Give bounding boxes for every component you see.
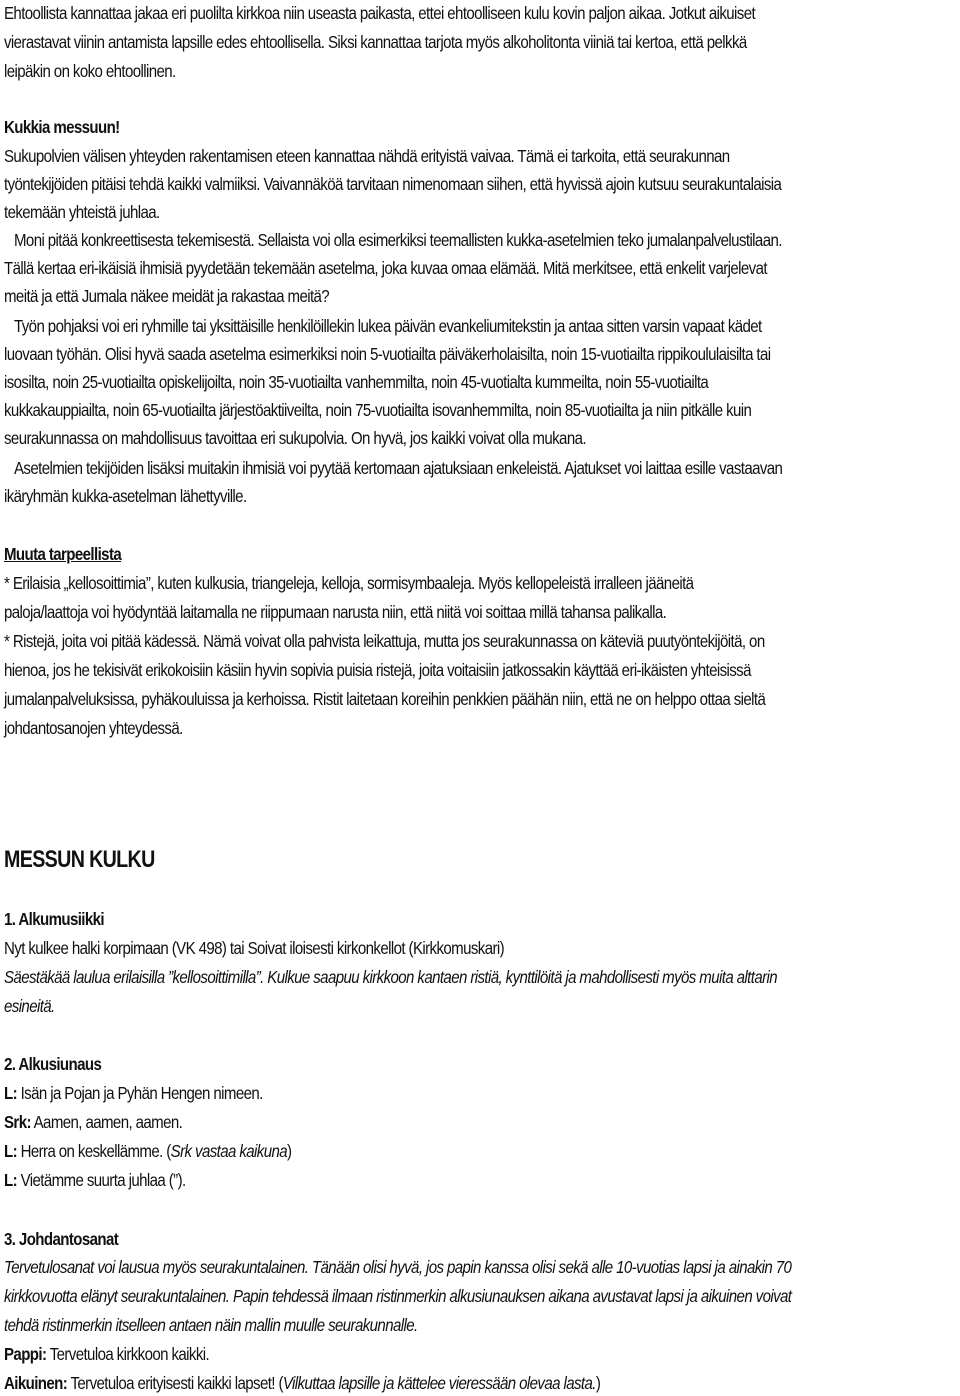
flowers-line: Asetelmien tekijöiden lisäksi muitakin ihmisiä voi pyytää kertomaan ajatuksiaan enkeleistä. Ajatukset voi laittaa esille vastaavan	[14, 458, 783, 478]
misc-line: paloja/laattoja voi hyödyntää laitamalla ne riippumaan narusta niin, että niitä voi soittaa millä tahansa palikalla.	[4, 602, 667, 622]
liturgy-text: Tervetuloa erityisesti kaikki lapset! (	[67, 1373, 283, 1393]
intro-line: leipäkin on koko ehtoollinen.	[4, 61, 176, 81]
speaker-label: Pappi:	[4, 1344, 47, 1364]
flowers-line: ikäryhmän kukka-asetelman lähettyville.	[4, 486, 247, 506]
misc-line: * Ristejä, joita voi pitää kädessä. Nämä voivat olla pahvista leikattuja, mutta jos seurakunnassa on käteviä puutyöntekijöitä, on	[4, 631, 765, 651]
speaker-label: Srk:	[4, 1112, 31, 1132]
section-heading-misc: Muuta tarpeellista	[4, 544, 122, 564]
liturgy-text: Aamen, aamen, aamen.	[30, 1112, 183, 1132]
s1-line: Nyt kulkee halki korpimaan (VK 498) tai Soivat iloisesti kirkonkellot (Kirkkomuskari)	[4, 938, 505, 958]
intro-line: vierastavat viinin antamista lapsille edes ehtoollisella. Siksi kannattaa tarjota myös alkoholitonta viiniä tai kertoa, että pelkkä	[4, 32, 747, 52]
flowers-line: luovaan työhän. Olisi hyvä saada asetelma esimerkiksi noin 5-vuotiailta päiväkerholaisilta, noin 15-vuotiailta rippikoululaisilta tai	[4, 344, 771, 364]
misc-line: hienoa, jos he tekisivät erikokoisiin käsiin hyvin sopivia puisia ristejä, joita voitaisiin jatkossakin käyttää eri-ikäisten yhteisissä	[4, 660, 751, 680]
s1-italic-line: esineitä.	[4, 996, 55, 1016]
s3-italic-line: Tervetulosanat voi lausua myös seurakuntalainen. Tänään olisi hyvä, jos papin kanssa olisi sekä alle 10-vuotias lapsi ja ainakin 70	[4, 1257, 792, 1277]
section-heading-flowers: Kukkia messuun!	[4, 117, 120, 137]
s3-italic-line: kirkkovuotta elänyt seurakuntalainen. Papin tehdessä ilmaan ristinmerkin alkusiunauksen aikana avustavat lapsi ja aikuinen voivat	[4, 1286, 792, 1306]
section-heading-2: 2. Alkusiunaus	[4, 1054, 102, 1074]
flowers-line: tekemään yhteistä juhlaa.	[4, 202, 160, 222]
liturgy-text-end: )	[595, 1373, 601, 1393]
section-heading-1: 1. Alkumusiikki	[4, 909, 104, 929]
s3-italic-line: tehdä ristinmerkin itselleen antaen näin mallin muulle seurakunnalle.	[4, 1315, 418, 1335]
misc-line: jumalanpalveluksissa, pyhäkouluissa ja kerhoissa. Ristit laitetaan koreihin penkkien päähän niin, että ne on helppo ottaa sieltä	[4, 689, 766, 709]
speaker-label: L:	[4, 1083, 18, 1103]
flowers-line: Tällä kertaa eri-ikäisiä ihmisiä pyydetään tekemään asetelma, joka kuvaa omaa elämää. Mitä merkitsee, että enkelit varjelevat	[4, 258, 767, 278]
liturgy-instruction: Vilkuttaa lapsille ja kättelee vieressään olevaa lasta.	[282, 1373, 596, 1393]
s2-line	[4, 1167, 186, 1193]
liturgy-instruction: Srk vastaa kaikuna	[170, 1141, 288, 1161]
flowers-line: Sukupolvien välisen yhteyden rakentamisen eteen kannattaa nähdä erityistä vaivaa. Tämä ei tarkoita, että seurakunnan	[4, 146, 730, 166]
s3-line	[4, 1370, 600, 1396]
speaker-label: L:	[4, 1141, 18, 1161]
intro-line: Ehtoollista kannattaa jakaa eri puolilta kirkkoa niin useasta paikasta, ettei ehtoolliseen kulu kovin paljon aikaa. Jotkut aikuiset	[4, 3, 756, 23]
section-heading-3: 3. Johdantosanat	[4, 1229, 119, 1249]
flowers-line: isosilta, noin 25-vuotiailta opiskelijoilta, noin 35-vuotiailta vanhemmilta, noin 45-vuotialta kummeilta, noin 55-vuotiailta	[4, 372, 709, 392]
flowers-line: Moni pitää konkreettisesta tekemisestä. Sellaista voi olla esimerkiksi teemallisten kukka-asetelmien teko jumalanpalvelustilaan.	[14, 230, 782, 250]
misc-line: * Erilaisia „kellosoittimia”, kuten kulkusia, triangeleja, kelloja, sormisymbaaleja. Myös kellopeleistä irralleen jääneitä	[4, 573, 694, 593]
misc-line: johdantosanojen yhteydessä.	[4, 718, 183, 738]
speaker-label: Aikuinen:	[4, 1373, 68, 1393]
s2-line	[4, 1138, 291, 1164]
liturgy-text: Isän ja Pojan ja Pyhän Hengen nimeen.	[17, 1083, 263, 1103]
speaker-label: L:	[4, 1170, 18, 1190]
flowers-line: kukkakauppiailta, noin 65-vuotiailta järjestöaktiiveilta, noin 75-vuotiailta isovanhemmilta, noin 85-vuotiailta ja niin pitkälle kuin	[4, 400, 752, 420]
s2-line	[4, 1109, 182, 1135]
flowers-line: meitä ja että Jumala näkee meidät ja rakastaa meitä?	[4, 286, 330, 306]
flowers-line: työntekijöiden pitäisi tehdä kaikki valmiiksi. Vaivannäköä tarvitaan nimenomaan siihen, että hyvissä ajoin kutsuu seurakuntalaisia	[4, 174, 782, 194]
liturgy-text: Herra on keskellämme. (	[17, 1141, 171, 1161]
s1-italic-line: Säestäkää laulua erilaisilla ”kellosoittimilla”. Kulkue saapuu kirkkoon kantaen ristiä, kynttilöitä ja mahdollisesti myös muita alttarin	[4, 967, 778, 987]
flowers-line: seurakunnassa on mahdollisuus tavoittaa eri sukupolvia. On hyvä, jos kaikki voivat olla mukana.	[4, 428, 586, 448]
flowers-line: Työn pohjaksi voi eri ryhmille tai yksittäisille henkilöillekin lukea päivän evankeliumitekstin ja antaa sitten varsin vapaat kädet	[14, 316, 762, 336]
liturgy-text-end: )	[287, 1141, 292, 1161]
s3-line	[4, 1341, 209, 1367]
s2-line	[4, 1080, 263, 1106]
page-title: MESSUN KULKU	[4, 846, 155, 873]
liturgy-text: Vietämme suurta juhlaa (”).	[17, 1170, 186, 1190]
liturgy-text: Tervetuloa kirkkoon kaikki.	[46, 1344, 210, 1364]
